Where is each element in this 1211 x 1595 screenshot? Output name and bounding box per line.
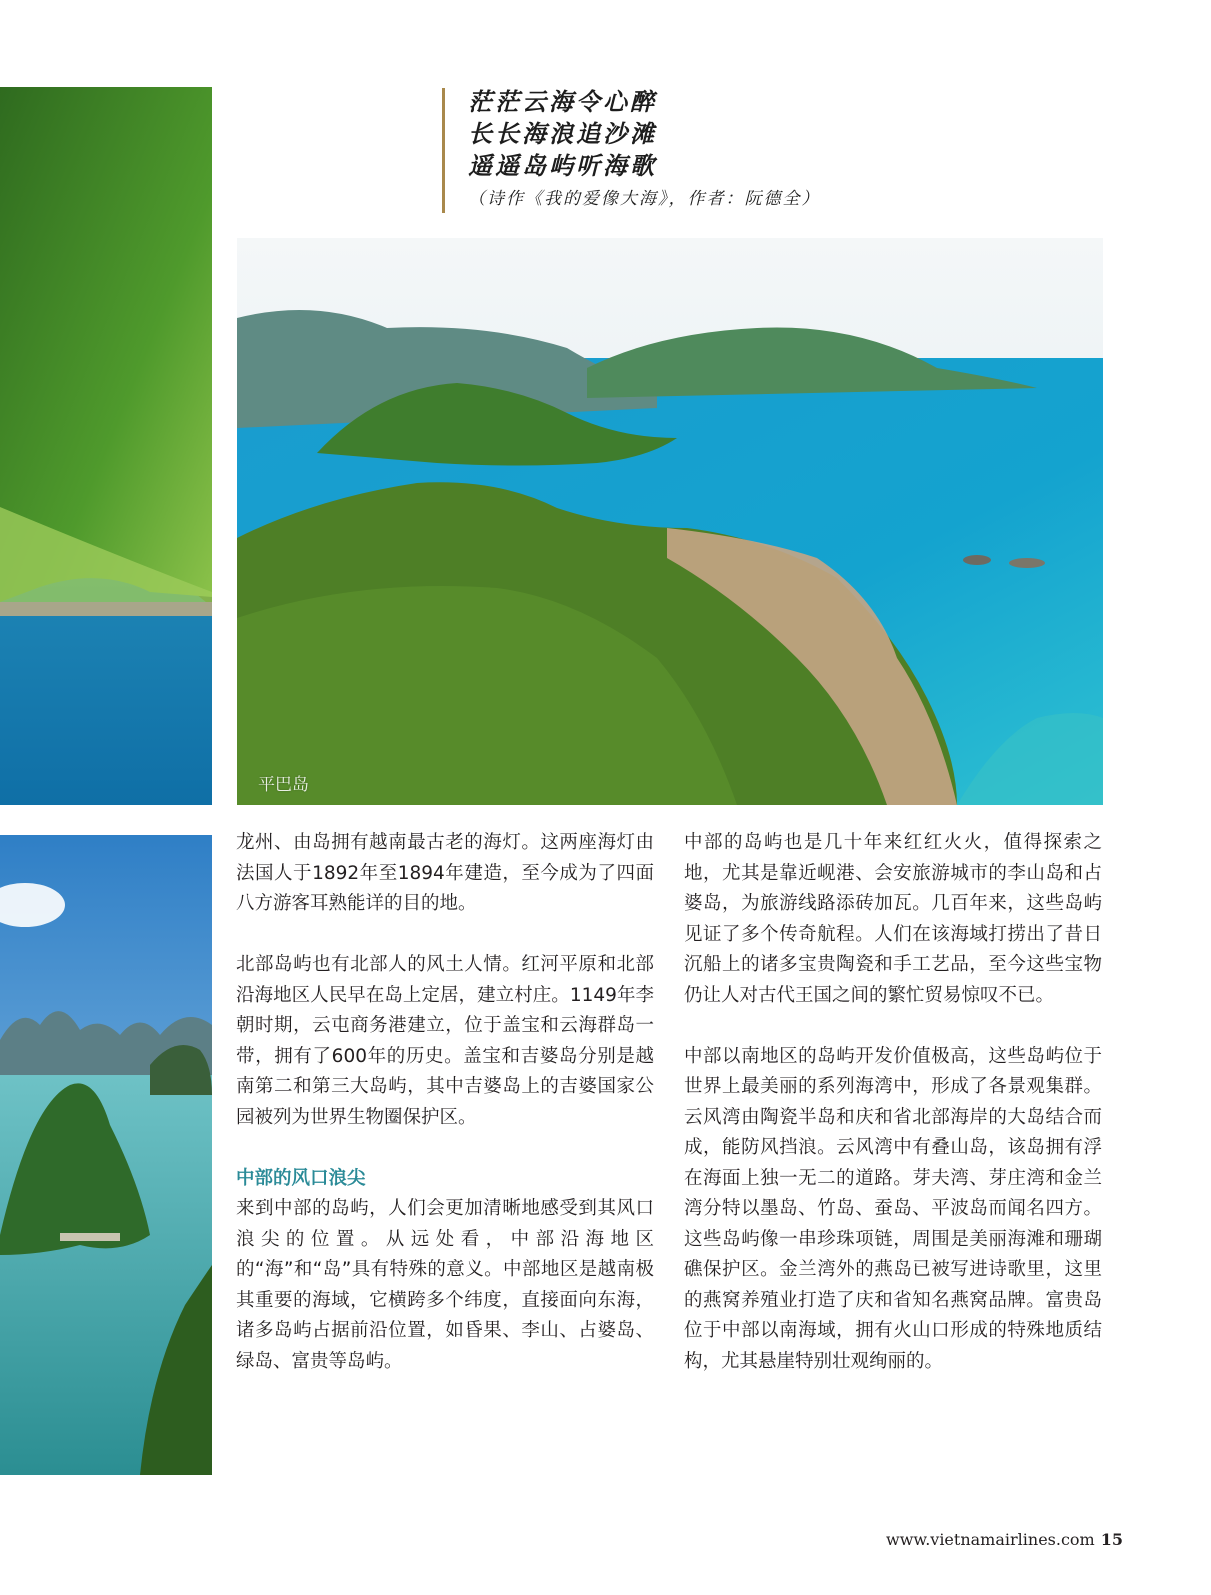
poem-line: 长长海浪追沙滩 bbox=[468, 119, 657, 148]
poem-block bbox=[468, 86, 821, 216]
poem-line: 遥遥岛屿听海歌 bbox=[468, 151, 657, 180]
poem-credit: （诗作《我的爱像大海》，作者：阮德全） bbox=[468, 189, 821, 209]
mountain-sea-photo bbox=[0, 87, 212, 805]
photo-caption: 平巴岛 bbox=[258, 775, 309, 795]
poem-accent-bar bbox=[442, 88, 445, 213]
article-paragraph: 中部以南地区的岛屿开发价值极高，这些岛屿位于世界上最美丽的系列海湾中，形成了各景观集群。云风湾由陶瓷半岛和庆和省北部海岸的大岛结合而成，能防风挡浪。云风湾中有叠山岛，该岛拥有浮在海面上独一无二的道路。芽夫湾、芽庄湾和金兰湾分特以墨岛、竹岛、蚕岛、平波岛而闻名四方。这些岛屿像一串珍珠项链，周围是美丽海滩和珊瑚礁保护区。金兰湾外的燕岛已被写进诗歌里，这里的燕窝养殖业打造了庆和省知名燕窝品牌。富贵岛位于中部以南海域，拥有火山口形成的特殊地质结构，尤其悬崖特别壮观绚丽的。 bbox=[684, 1045, 1102, 1372]
article-left-column bbox=[236, 828, 654, 1377]
article-paragraph: 来到中部的岛屿，人们会更加清晰地感受到其风口浪尖的位置。从远处看，中部沿海地区的“海”和“岛”具有特殊的意义。中部地区是越南极其重要的海域，它横跨多个纬度，直接面向东海，诸多岛屿占据前沿位置，如昏果、李山、占婆岛、绿岛、富贵等岛屿。 bbox=[236, 1198, 654, 1372]
karst-bay-photo bbox=[0, 835, 212, 1475]
website-link[interactable]: www.vietnamairlines.com bbox=[886, 1530, 1095, 1549]
article-right-column bbox=[684, 828, 1102, 1377]
article-paragraph: 北部岛屿也有北部人的风土人情。红河平原和北部沿海地区人民早在岛上定居，建立村庄。1149年李朝时期，云屯商务港建立，位于盖宝和云海群岛一带，拥有了600年的历史。盖宝和吉婆岛分别是越南第二和第三大岛屿，其中吉婆岛上的吉婆国家公园被列为世界生物圈保护区。 bbox=[236, 954, 654, 1128]
article-paragraph: 中部的岛屿也是几十年来红红火火，值得探索之地，尤其是靠近岘港、会安旅游城市的李山岛和占婆岛，为旅游线路添砖加瓦。几百年来，这些岛屿见证了多个传奇航程。人们在该海域打捞出了昔日沉船上的诸多宝贵陶瓷和手工艺品，至今这些宝物仍让人对古代王国之间的繁忙贸易惊叹不已。 bbox=[684, 832, 1102, 1006]
page-footer bbox=[886, 1530, 1123, 1549]
page-number: 15 bbox=[1100, 1530, 1123, 1549]
article-paragraph: 龙州、由岛拥有越南最古老的海灯。这两座海灯由法国人于1892年至1894年建造，至今成为了四面八方游客耳熟能详的目的地。 bbox=[236, 832, 654, 914]
poem-line: 茫茫云海令心醉 bbox=[468, 87, 657, 116]
section-heading: 中部的风口浪尖 bbox=[236, 1167, 366, 1189]
island-aerial-photo bbox=[237, 238, 1103, 805]
